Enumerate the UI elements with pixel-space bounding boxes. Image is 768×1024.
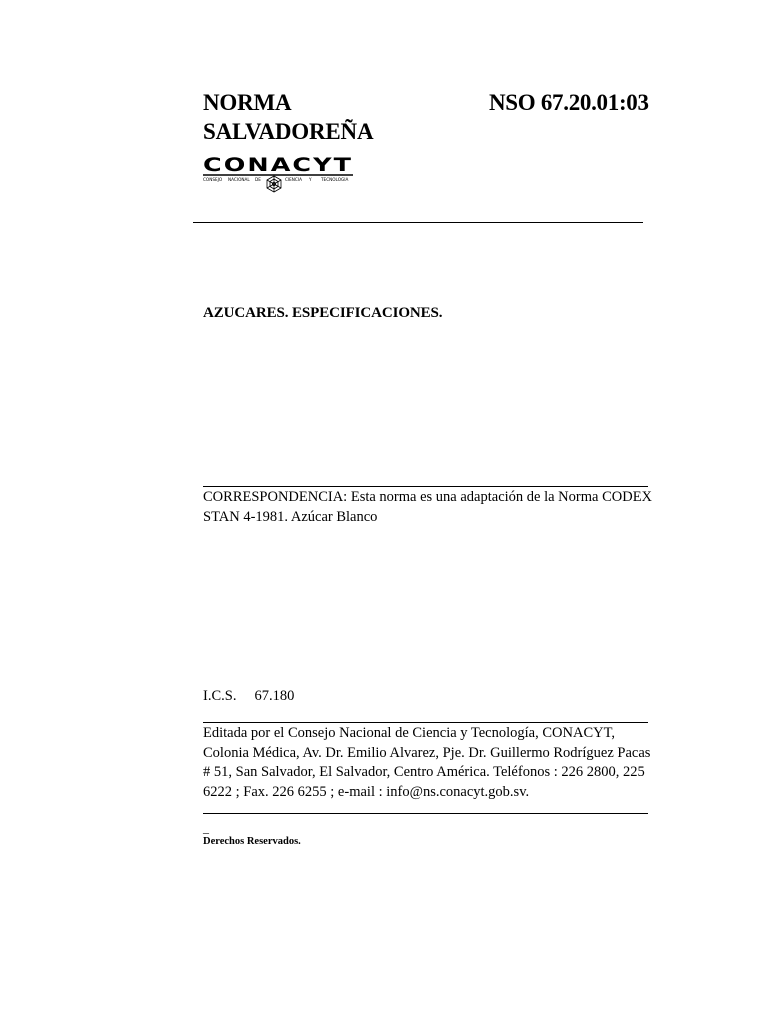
edition-top-rule <box>203 722 648 723</box>
norm-code: NSO 67.20.01:03 <box>489 90 649 115</box>
logo-tagline-de: DE <box>255 177 261 182</box>
document-heading: AZUCARES. ESPECIFICACIONES. <box>203 305 443 321</box>
edition-info: Editada por el Consejo Nacional de Ciencia y Tecnología, CONACYT, Colonia Médica, Av. Dr. Emilio Alvarez, Pje. Dr. Guillermo Rodríguez Pacas # 51, San Salvador, El Salvador, Centro América. Teléfonos : 226 2800, 225 6222 ; Fax. 226 6255 ; e-mail : info@ns.conacyt.gob.sv. <box>203 725 651 800</box>
logo-tagline-y: Y <box>309 177 312 182</box>
ics-label: I.C.S. <box>203 688 237 704</box>
title-line-norma: NORMA <box>203 90 292 115</box>
correspondence-rule <box>203 486 648 487</box>
logo-tagline-ciencia: CIENCIA <box>285 177 302 182</box>
conacyt-emblem-icon <box>267 176 281 192</box>
ics-value: 67.180 <box>254 688 295 704</box>
header-rule <box>193 222 643 223</box>
rights-reserved: Derechos Reservados. <box>203 836 301 847</box>
logo-tagline-consejo: CONSEJO <box>203 177 223 182</box>
correspondence-note: CORRESPONDENCIA: Esta norma es una adaptación de la Norma CODEX STAN 4-1981. Azúcar Blanco <box>203 489 653 525</box>
edition-bottom-rule <box>203 813 648 814</box>
logo-tagline-tecnologia: TECNOLOGIA <box>321 177 349 182</box>
logo-tagline-nacional: NACIONAL <box>228 177 250 182</box>
standard-title <box>203 88 373 146</box>
conacyt-logo <box>203 155 353 201</box>
conacyt-logo-wordmark: CONACYT <box>203 155 353 176</box>
stray-underscore: _ <box>203 821 209 835</box>
ics-code <box>203 688 312 705</box>
title-line-salvadorena: SALVADOREÑA <box>203 119 374 144</box>
